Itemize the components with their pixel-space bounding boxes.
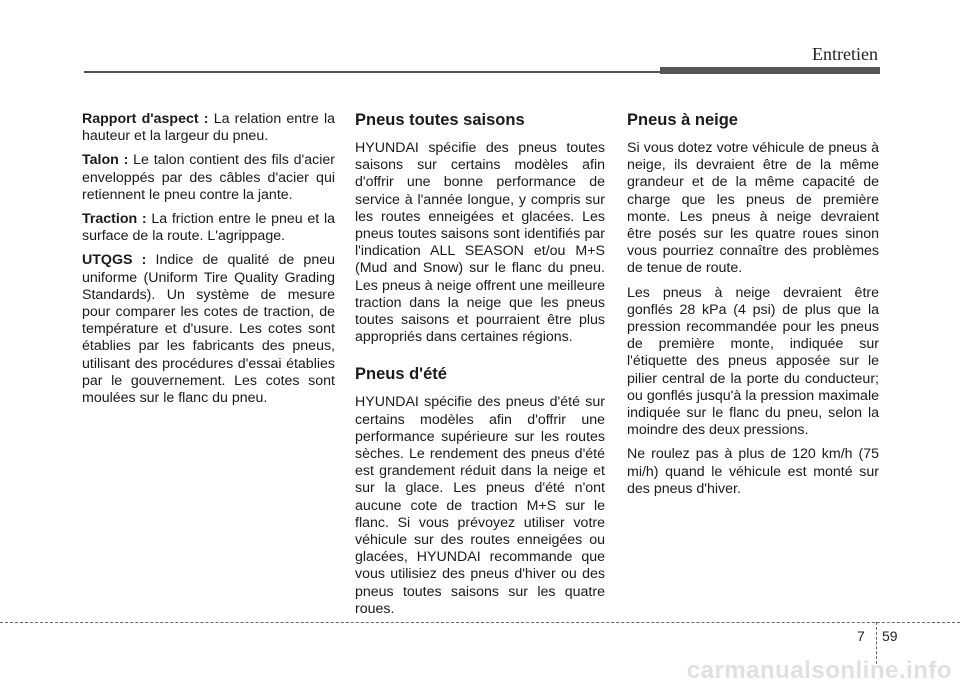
definition-aspect-ratio: [82, 111, 335, 145]
heading-summer-tires: Pneus d'été: [355, 365, 447, 384]
paragraph-snow-tires-size: Si vous dotez votre véhicule de pneus à neige, ils devraient être de la même grandeur et de la même capacité de charge que les pneus de première monte. Les pneus à neige devraient être posés sur les quatre roues sinon vous pourriez connaître des problèmes de tenue de route.: [627, 140, 879, 277]
chapter-number: 7: [857, 628, 865, 644]
definition-traction: [82, 211, 335, 245]
definition-text: Le talon contient des fils d'acier enveloppés par des câbles d'acier qui retiennent le pneu contre la jante.: [82, 152, 336, 203]
paragraph-summer-tires: HYUNDAI spécifie des pneus d'été sur certains modèles afin d'offrir une performance supérieure sur les routes sèches. Le rendement des pneus d'été est grandement réduit dans la neige et sur la glace. Les pneus d'été n'ont aucune cote de traction M+S sur le flanc. Si vous prévoyez utiliser votre véhicule sur des routes enneigées ou glacées, HYUNDAI recommande que vous utilisiez des pneus d'hiver ou des pneus toutes saisons sur les quatre roues.: [355, 394, 605, 617]
paragraph-snow-tires-speed: Ne roulez pas à plus de 120 km/h (75 mi/h) quand le véhicule est monté sur des pneus d'hiver.: [627, 446, 879, 497]
definition-utqgs: [82, 252, 335, 407]
definition-text: La relation entre la hauteur et la largeur du pneu.: [82, 111, 335, 145]
heading-all-season-tires: Pneus toutes saisons: [355, 111, 525, 129]
paragraph-snow-tires-pressure: Les pneus à neige devraient être gonflés 28 kPa (4 psi) de plus que la pression recommandée pour les pneus de première monte, indiquée sur l'étiquette des pneus apposée sur le pilier central de la porte du conducteur; ou gonflés jusqu'à la pression maximale indiquée sur le flanc du pneu, selon la moindre des deux pressions.: [627, 284, 879, 439]
header-rule-accent: [660, 67, 880, 74]
watermark: carmanualsonline.info: [686, 657, 952, 684]
definition-bead: [82, 152, 335, 204]
paragraph-all-season-tires: HYUNDAI spécifie des pneus toutes saisons sur certains modèles afin d'offrir une bonne performance de service à l'année longue, y compris sur les routes enneigées et glacées. Les pneus toutes saisons sont identifiés par l'indication ALL SEASON et/ou M+S (Mud and Snow) sur le flanc du pneu. Les pneus à neige offrent une meilleure traction dans la neige que les pneus toutes saisons et pourraient être plus appropriés dans certaines régions.: [355, 140, 605, 346]
definition-term: Traction :: [82, 211, 147, 228]
definition-term: Talon :: [82, 152, 129, 169]
column-tire-types: [355, 110, 605, 625]
footer-rule: [0, 622, 960, 623]
definition-text: La friction entre le pneu et la surface de la route. L'agrippage.: [82, 211, 335, 245]
column-snow-tires: [627, 110, 879, 505]
definition-term: UTQGS :: [82, 252, 147, 269]
section-title: Entretien: [812, 44, 878, 64]
header-rule: [84, 71, 660, 73]
page-number: 59: [882, 628, 898, 644]
definition-text: Indice de qualité de pneu uniforme (Uniform Tire Quality Grading Standards). Un système de mesure pour comparer les cotes de traction, de température et d'usure. Les cotes sont établies par les fabricants des pneus, utilisant des procédures d'essai établies par le gouvernement. Les cotes sont moulées sur le flanc du pneu.: [82, 252, 335, 407]
heading-snow-tires: Pneus à neige: [627, 111, 738, 129]
definition-term: Rapport d'aspect :: [82, 111, 209, 127]
column-definitions: [82, 111, 335, 414]
